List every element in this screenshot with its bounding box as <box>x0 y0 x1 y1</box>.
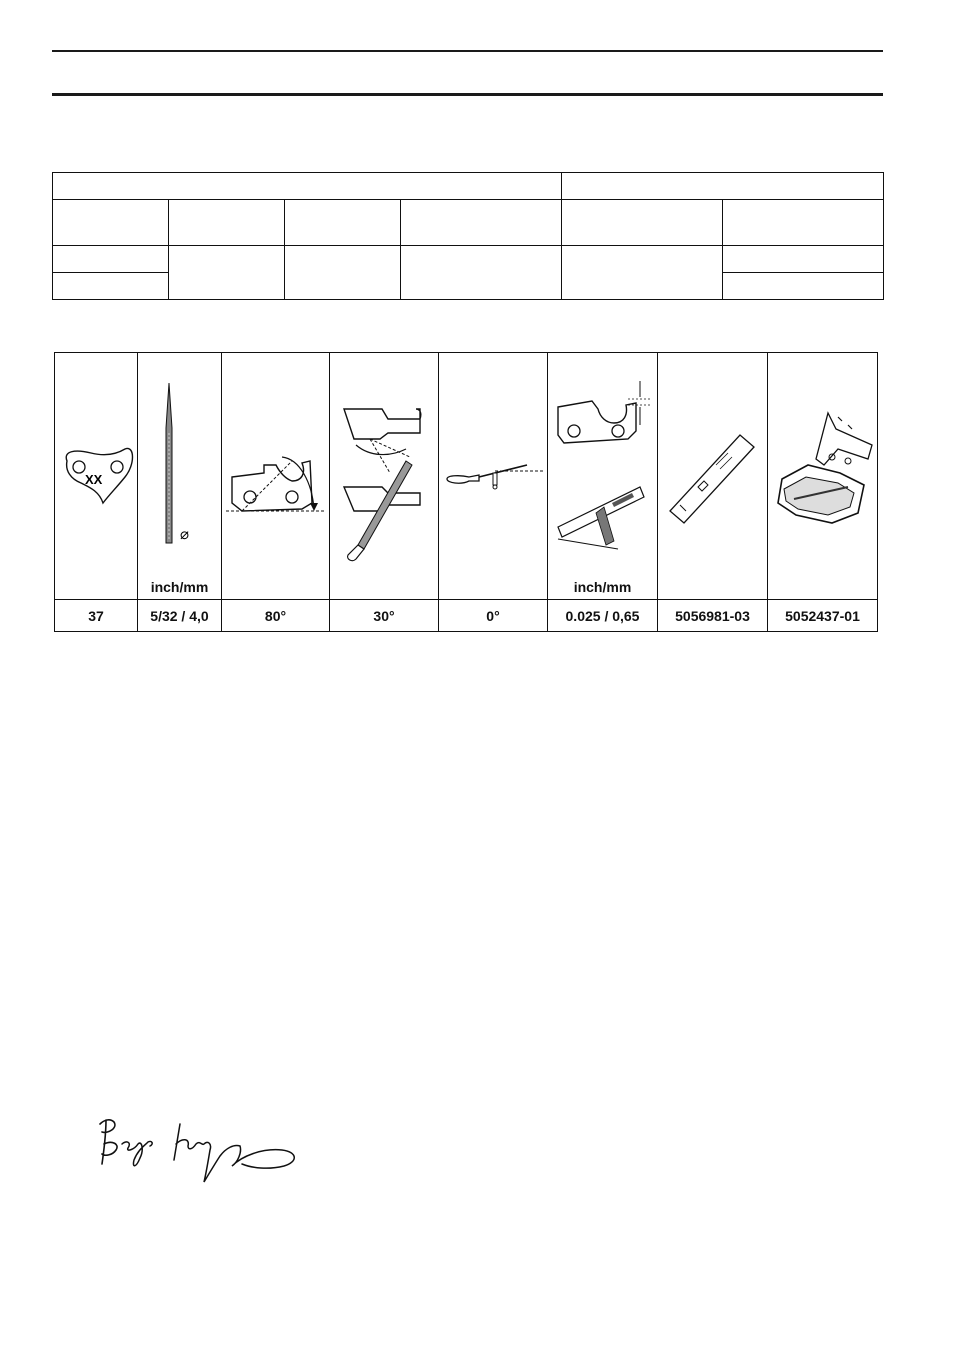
depth-unit-label: inch/mm <box>573 579 632 595</box>
depth-gauge-cell <box>548 353 658 600</box>
spec-cell <box>723 246 884 273</box>
spec-cell <box>562 246 723 300</box>
spec-col-5 <box>562 200 723 246</box>
file-cell <box>138 353 222 600</box>
spec-col-2 <box>169 200 285 246</box>
filing-tool-cell <box>768 353 878 600</box>
spec-col-1 <box>53 200 169 246</box>
value-row <box>55 600 878 632</box>
file-unit-label: inch/mm <box>150 579 209 595</box>
top-plate-angle-value: 30° <box>330 600 439 632</box>
specification-table <box>52 172 884 300</box>
spec-col-3 <box>285 200 401 246</box>
drive-link-marking: XX <box>85 472 103 487</box>
depth-gauge-illustration <box>548 353 658 599</box>
header-rule-top <box>52 50 883 52</box>
spec-cell <box>53 273 169 300</box>
filing-angle-illustration <box>222 353 330 599</box>
side-plate-angle-cell <box>439 353 548 600</box>
side-plate-angle-illustration <box>439 353 548 599</box>
spec-header-right <box>562 173 884 200</box>
file-gauge-illustration <box>658 353 768 599</box>
sharpening-table <box>54 352 878 632</box>
drive-link-cell <box>55 353 138 600</box>
file-gauge-cell <box>658 353 768 600</box>
filing-angle-cell <box>222 353 330 600</box>
depth-gauge-value: 0.025 / 0,65 <box>548 600 658 632</box>
spec-header-left <box>53 173 562 200</box>
drive-link-value: 37 <box>55 600 138 632</box>
top-plate-angle-illustration <box>330 353 439 599</box>
top-plate-angle-cell <box>330 353 439 600</box>
spec-col-6 <box>723 200 884 246</box>
file-diameter-value: 5/32 / 4,0 <box>138 600 222 632</box>
side-plate-angle-value: 0° <box>439 600 548 632</box>
spec-header-row <box>53 173 884 200</box>
spec-cell <box>53 246 169 273</box>
round-file-illustration <box>138 353 222 599</box>
filing-tool-part-number: 5052437-01 <box>768 600 878 632</box>
drive-link-illustration <box>55 353 138 599</box>
spec-cell <box>401 246 562 300</box>
illustration-row <box>55 353 878 600</box>
header-rule-bottom <box>52 93 883 96</box>
file-gauge-part-number: 5056981-03 <box>658 600 768 632</box>
spec-cell <box>723 273 884 300</box>
spec-col-4 <box>401 200 562 246</box>
signature <box>92 1110 302 1190</box>
diameter-symbol: ⌀ <box>180 526 190 543</box>
filing-angle-value: 80° <box>222 600 330 632</box>
spec-cell <box>169 246 285 300</box>
spec-cell <box>285 246 401 300</box>
filing-tool-illustration <box>768 353 878 599</box>
spec-subheader-row <box>53 200 884 246</box>
spec-row-1 <box>53 246 884 273</box>
